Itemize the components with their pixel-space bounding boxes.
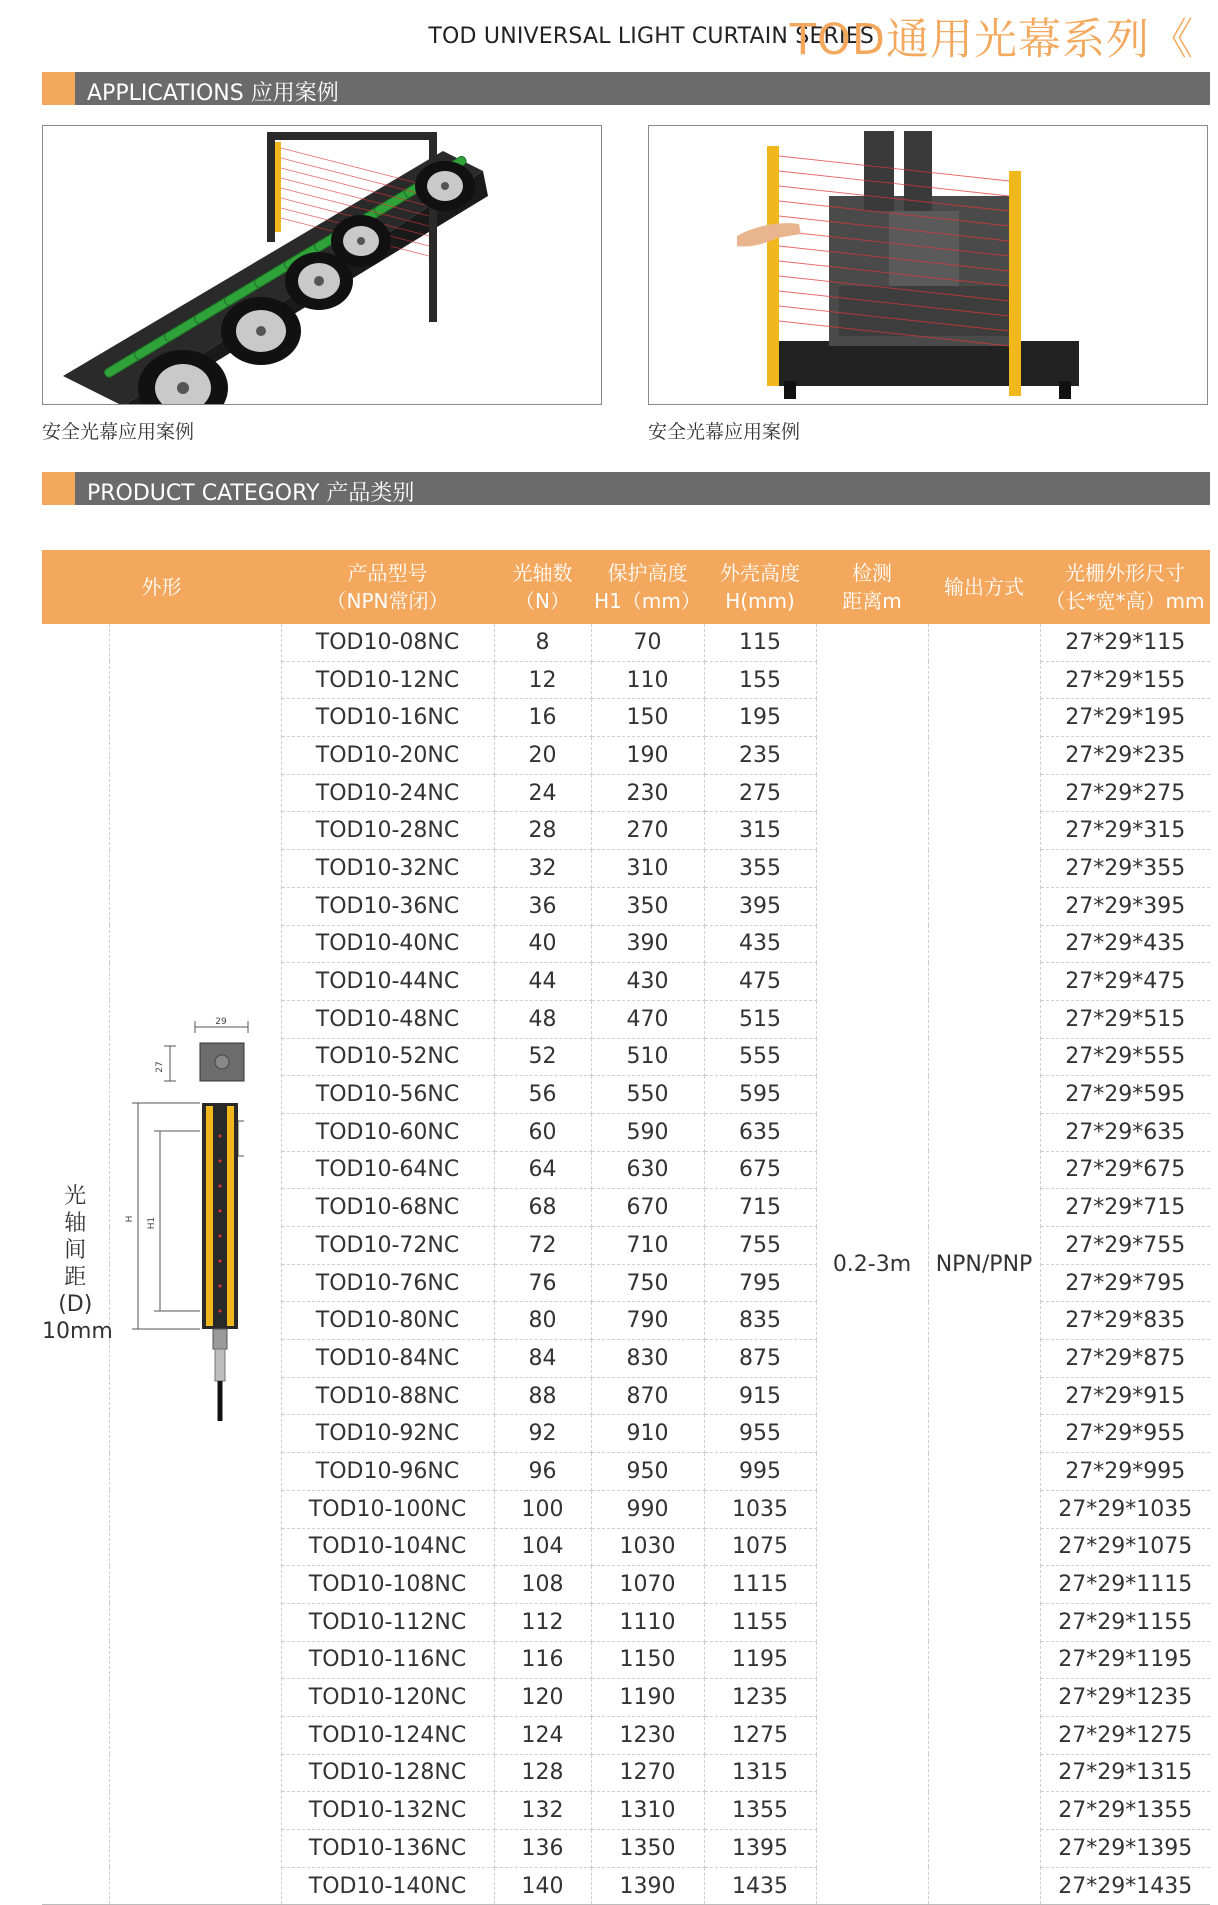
table-row [42, 624, 1210, 661]
cell-beams: 128 [494, 1754, 591, 1792]
cell-housing: 155 [704, 661, 816, 699]
section-accent [42, 72, 75, 105]
cell-dimensions: 27*29*1275 [1040, 1716, 1210, 1754]
cell-housing: 955 [704, 1415, 816, 1453]
cell-housing: 835 [704, 1302, 816, 1340]
cell-protect: 270 [591, 812, 704, 850]
cell-protect: 830 [591, 1340, 704, 1378]
cell-protect: 350 [591, 887, 704, 925]
cell-housing: 1355 [704, 1792, 816, 1830]
cell-housing: 435 [704, 925, 816, 963]
application-image-conveyor [42, 125, 602, 405]
cell-model: TOD10-08NC [281, 624, 494, 661]
cell-dimensions: 27*29*395 [1040, 887, 1210, 925]
cell-beams: 52 [494, 1038, 591, 1076]
cell-model: TOD10-136NC [281, 1830, 494, 1868]
cell-dimensions: 27*29*235 [1040, 737, 1210, 775]
header-protect-height: 保护高度 H1（mm） [591, 550, 704, 624]
cell-dimensions: 27*29*1115 [1040, 1566, 1210, 1604]
cell-housing: 395 [704, 887, 816, 925]
cell-model: TOD10-36NC [281, 887, 494, 925]
cell-dimensions: 27*29*155 [1040, 661, 1210, 699]
cell-housing: 475 [704, 963, 816, 1001]
cell-dimensions: 27*29*755 [1040, 1227, 1210, 1265]
cell-model: TOD10-132NC [281, 1792, 494, 1830]
cell-housing: 355 [704, 850, 816, 888]
cell-beams: 136 [494, 1830, 591, 1868]
cell-housing: 1435 [704, 1867, 816, 1905]
cell-protect: 510 [591, 1038, 704, 1076]
cell-dimensions: 27*29*515 [1040, 1000, 1210, 1038]
cell-housing: 235 [704, 737, 816, 775]
cell-protect: 1190 [591, 1679, 704, 1717]
cell-protect: 1310 [591, 1792, 704, 1830]
cell-protect: 990 [591, 1490, 704, 1528]
cell-protect: 1030 [591, 1528, 704, 1566]
header-housing-height: 外壳高度 H(mm) [704, 550, 816, 624]
cell-housing: 1235 [704, 1679, 816, 1717]
cell-model: TOD10-96NC [281, 1453, 494, 1491]
cell-housing: 195 [704, 699, 816, 737]
cell-model: TOD10-56NC [281, 1076, 494, 1114]
cell-beams: 116 [494, 1641, 591, 1679]
cell-beams: 60 [494, 1113, 591, 1151]
cell-housing: 995 [704, 1453, 816, 1491]
cell-beams: 96 [494, 1453, 591, 1491]
cell-model: TOD10-64NC [281, 1151, 494, 1189]
cell-beams: 64 [494, 1151, 591, 1189]
header-beams: 光轴数 （N） [494, 550, 591, 624]
drawing-depth-label: 27 [155, 1061, 165, 1073]
cell-dimensions: 27*29*835 [1040, 1302, 1210, 1340]
cell-beams: 48 [494, 1000, 591, 1038]
beam-pitch-label: 光 轴 间 距 (D) 10mm [42, 624, 109, 1905]
application-caption-1: 安全光幕应用案例 [42, 421, 195, 443]
cell-protect: 310 [591, 850, 704, 888]
cell-beams: 72 [494, 1227, 591, 1265]
output-type: NPN/PNP [928, 624, 1040, 1905]
application-caption-2: 安全光幕应用案例 [648, 421, 801, 443]
cell-housing: 795 [704, 1264, 816, 1302]
cell-protect: 110 [591, 661, 704, 699]
cell-beams: 124 [494, 1716, 591, 1754]
cell-dimensions: 27*29*1235 [1040, 1679, 1210, 1717]
cell-protect: 1270 [591, 1754, 704, 1792]
cell-dimensions: 27*29*1395 [1040, 1830, 1210, 1868]
cell-beams: 16 [494, 699, 591, 737]
cell-dimensions: 27*29*1435 [1040, 1867, 1210, 1905]
cell-beams: 88 [494, 1377, 591, 1415]
cell-model: TOD10-88NC [281, 1377, 494, 1415]
cell-dimensions: 27*29*635 [1040, 1113, 1210, 1151]
cell-model: TOD10-40NC [281, 925, 494, 963]
cell-dimensions: 27*29*1315 [1040, 1754, 1210, 1792]
cell-model: TOD10-28NC [281, 812, 494, 850]
cell-model: TOD10-120NC [281, 1679, 494, 1717]
cell-housing: 595 [704, 1076, 816, 1114]
cell-housing: 875 [704, 1340, 816, 1378]
cell-dimensions: 27*29*275 [1040, 774, 1210, 812]
cell-housing: 315 [704, 812, 816, 850]
cell-beams: 100 [494, 1490, 591, 1528]
cell-housing: 555 [704, 1038, 816, 1076]
detection-distance: 0.2-3m [816, 624, 928, 1905]
series-title-cn: TOD通用光幕系列《 [789, 15, 1194, 65]
cell-beams: 132 [494, 1792, 591, 1830]
cell-beams: 44 [494, 963, 591, 1001]
cell-protect: 150 [591, 699, 704, 737]
cell-protect: 230 [591, 774, 704, 812]
cell-beams: 84 [494, 1340, 591, 1378]
cell-protect: 950 [591, 1453, 704, 1491]
cell-model: TOD10-128NC [281, 1754, 494, 1792]
cell-housing: 715 [704, 1189, 816, 1227]
press-illustration [649, 126, 1208, 405]
cell-dimensions: 27*29*195 [1040, 699, 1210, 737]
cell-model: TOD10-84NC [281, 1340, 494, 1378]
cell-beams: 76 [494, 1264, 591, 1302]
cell-dimensions: 27*29*875 [1040, 1340, 1210, 1378]
cell-beams: 12 [494, 661, 591, 699]
cell-housing: 1155 [704, 1603, 816, 1641]
cell-model: TOD10-52NC [281, 1038, 494, 1076]
cell-dimensions: 27*29*1075 [1040, 1528, 1210, 1566]
table-header-row [42, 550, 1210, 624]
category-title: PRODUCT CATEGORY 产品类别 [87, 481, 415, 506]
cell-dimensions: 27*29*1355 [1040, 1792, 1210, 1830]
cell-beams: 92 [494, 1415, 591, 1453]
cell-model: TOD10-72NC [281, 1227, 494, 1265]
cell-beams: 24 [494, 774, 591, 812]
cell-model: TOD10-24NC [281, 774, 494, 812]
cell-beams: 80 [494, 1302, 591, 1340]
cell-beams: 32 [494, 850, 591, 888]
cell-housing: 1115 [704, 1566, 816, 1604]
cell-protect: 470 [591, 1000, 704, 1038]
cell-model: TOD10-92NC [281, 1415, 494, 1453]
cell-protect: 70 [591, 624, 704, 661]
cell-model: TOD10-12NC [281, 661, 494, 699]
cell-beams: 36 [494, 887, 591, 925]
cell-model: TOD10-20NC [281, 737, 494, 775]
cell-protect: 430 [591, 963, 704, 1001]
cell-protect: 1070 [591, 1566, 704, 1604]
header-output: 输出方式 [928, 550, 1040, 624]
cell-model: TOD10-108NC [281, 1566, 494, 1604]
category-section-bar [42, 472, 1210, 505]
cell-dimensions: 27*29*915 [1040, 1377, 1210, 1415]
cell-dimensions: 27*29*435 [1040, 925, 1210, 963]
cell-dimensions: 27*29*1195 [1040, 1641, 1210, 1679]
cell-dimensions: 27*29*1155 [1040, 1603, 1210, 1641]
cell-model: TOD10-60NC [281, 1113, 494, 1151]
conveyor-illustration [43, 126, 602, 405]
cell-protect: 670 [591, 1189, 704, 1227]
product-drawing-cell [109, 624, 281, 1905]
cell-dimensions: 27*29*795 [1040, 1264, 1210, 1302]
cell-protect: 630 [591, 1151, 704, 1189]
cell-beams: 8 [494, 624, 591, 661]
cell-housing: 675 [704, 1151, 816, 1189]
section-accent [42, 472, 75, 505]
cell-dimensions: 27*29*1035 [1040, 1490, 1210, 1528]
cell-beams: 20 [494, 737, 591, 775]
cell-protect: 750 [591, 1264, 704, 1302]
header-shape: 外形 [42, 550, 281, 624]
cell-protect: 1390 [591, 1867, 704, 1905]
cell-protect: 550 [591, 1076, 704, 1114]
cell-dimensions: 27*29*355 [1040, 850, 1210, 888]
cell-dimensions: 27*29*115 [1040, 624, 1210, 661]
cell-housing: 635 [704, 1113, 816, 1151]
cell-model: TOD10-104NC [281, 1528, 494, 1566]
cell-dimensions: 27*29*715 [1040, 1189, 1210, 1227]
cell-model: TOD10-116NC [281, 1641, 494, 1679]
cell-protect: 710 [591, 1227, 704, 1265]
cell-model: TOD10-124NC [281, 1716, 494, 1754]
series-title-en: TOD UNIVERSAL LIGHT CURTAIN SERIES [428, 24, 874, 49]
cell-model: TOD10-32NC [281, 850, 494, 888]
applications-section-bar [42, 72, 1210, 105]
cell-protect: 1150 [591, 1641, 704, 1679]
cell-beams: 68 [494, 1189, 591, 1227]
light-curtain-drawing [110, 1011, 280, 1511]
cell-model: TOD10-100NC [281, 1490, 494, 1528]
cell-model: TOD10-80NC [281, 1302, 494, 1340]
cell-protect: 910 [591, 1415, 704, 1453]
cell-housing: 1315 [704, 1754, 816, 1792]
cell-model: TOD10-48NC [281, 1000, 494, 1038]
cell-protect: 870 [591, 1377, 704, 1415]
cell-beams: 112 [494, 1603, 591, 1641]
cell-housing: 115 [704, 624, 816, 661]
cell-beams: 120 [494, 1679, 591, 1717]
cell-dimensions: 27*29*995 [1040, 1453, 1210, 1491]
cell-dimensions: 27*29*955 [1040, 1415, 1210, 1453]
drawing-protect-label: H1 [147, 1216, 157, 1230]
drawing-height-label: H [125, 1215, 135, 1223]
header-dimensions: 光栅外形尺寸 （长*宽*高）mm [1040, 550, 1210, 624]
cell-housing: 1395 [704, 1830, 816, 1868]
cell-protect: 1110 [591, 1603, 704, 1641]
cell-housing: 1275 [704, 1716, 816, 1754]
cell-housing: 915 [704, 1377, 816, 1415]
application-image-press [648, 125, 1208, 405]
cell-housing: 1075 [704, 1528, 816, 1566]
drawing-width-label: 29 [215, 1017, 227, 1028]
cell-model: TOD10-44NC [281, 963, 494, 1001]
cell-housing: 275 [704, 774, 816, 812]
applications-title: APPLICATIONS 应用案例 [87, 81, 339, 106]
cell-model: TOD10-16NC [281, 699, 494, 737]
cell-housing: 1035 [704, 1490, 816, 1528]
cell-housing: 1195 [704, 1641, 816, 1679]
series-header [0, 0, 1218, 65]
cell-model: TOD10-76NC [281, 1264, 494, 1302]
cell-model: TOD10-140NC [281, 1867, 494, 1905]
cell-dimensions: 27*29*675 [1040, 1151, 1210, 1189]
cell-beams: 28 [494, 812, 591, 850]
cell-dimensions: 27*29*595 [1040, 1076, 1210, 1114]
cell-protect: 1230 [591, 1716, 704, 1754]
cell-dimensions: 27*29*555 [1040, 1038, 1210, 1076]
cell-protect: 590 [591, 1113, 704, 1151]
cell-beams: 104 [494, 1528, 591, 1566]
product-spec-table [42, 550, 1210, 1905]
cell-model: TOD10-68NC [281, 1189, 494, 1227]
cell-protect: 1350 [591, 1830, 704, 1868]
cell-dimensions: 27*29*475 [1040, 963, 1210, 1001]
cell-protect: 790 [591, 1302, 704, 1340]
cell-model: TOD10-112NC [281, 1603, 494, 1641]
cell-housing: 515 [704, 1000, 816, 1038]
header-model: 产品型号 （NPN常闭） [281, 550, 494, 624]
header-distance: 检测 距离m [816, 550, 928, 624]
cell-dimensions: 27*29*315 [1040, 812, 1210, 850]
cell-protect: 190 [591, 737, 704, 775]
cell-beams: 40 [494, 925, 591, 963]
cell-beams: 56 [494, 1076, 591, 1114]
cell-beams: 140 [494, 1867, 591, 1905]
cell-protect: 390 [591, 925, 704, 963]
cell-housing: 755 [704, 1227, 816, 1265]
cell-beams: 108 [494, 1566, 591, 1604]
